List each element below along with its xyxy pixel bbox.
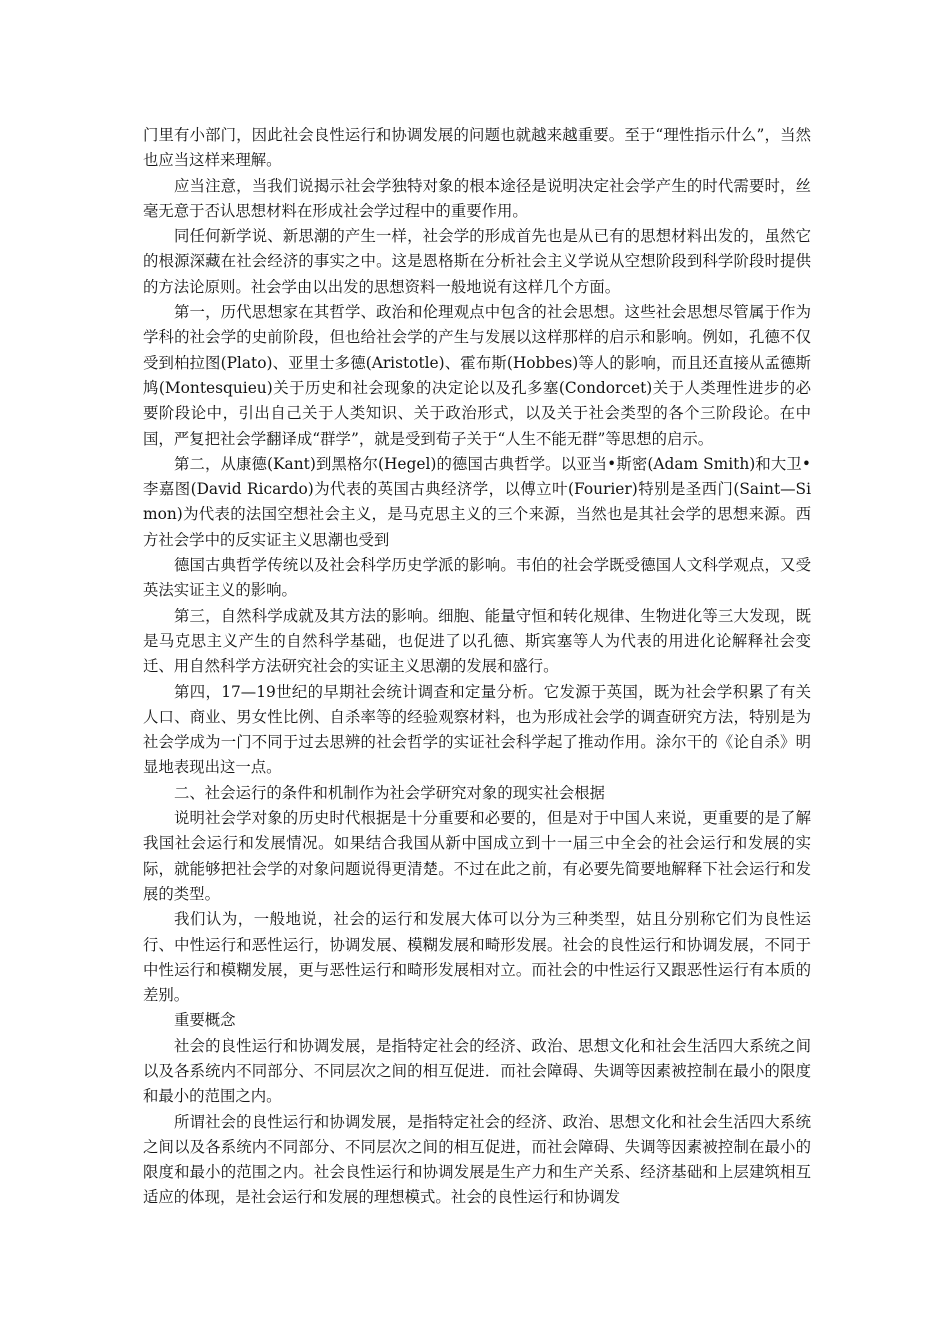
document-body <box>143 123 811 1211</box>
paragraph-three-types: 我们认为，一般地说，社会的运行和发展大体可以分为三种类型，姑且分别称它们为良性运行、中性运行和恶性运行，协调发展、模糊发展和畸形发展。社会的良性运行和协调发展，不同于中性运行和模糊发展，更与恶性运行和畸形发展相对立。而社会的中性运行又跟恶性运行有本质的差别。 <box>143 910 811 1005</box>
paragraph-first-source: 第一，历代思想家在其哲学、政治和伦理观点中包含的社会思想。这些社会思想尽管属于作为学科的社会学的史前阶段，但也给社会学的产生与发展以这样那样的启示和影响。例如，孔德不仅受到柏拉图(Plato)、亚里士多德(Aristotle)、霍布斯(Hobbes)等人的影响，而且还直接从孟德斯鸠(Montesquieu)关于历史和社会现象的决定论以及孔多塞(Condorcet)关于人类理性进步的必要阶段论中，引出自己关于人类知识、关于政治形式，以及关于社会类型的各个三阶段论。在中国，严复把社会学翻译成“群学”，就是受到荀子关于“人生不能无群”等思想的启示。 <box>143 303 811 448</box>
paragraph-concept-explanation: 所谓社会的良性运行和协调发展，是指特定社会的经济、政治、思想文化和社会生活四大系统之间以及各系统内不同部分、不同层次之间的相互促进，而社会障碍、失调等因素被控制在最小的限度和最小的范围之内。社会良性运行和协调发展是生产力和生产关系、经济基础和上层建筑相互适应的体现，是社会运行和发展的理想模式。社会的良性运行和协调发 <box>143 1112 811 1207</box>
paragraph-continuation: 门里有小部门，因此社会良性运行和协调发展的问题也就越来越重要。至于“理性指示什么”，当然也应当这样来理解。 <box>143 126 811 170</box>
paragraph-social-basis: 说明社会学对象的历史时代根据是十分重要和必要的，但是对于中国人来说，更重要的是了解我国社会运行和发展情况。如果结合我国从新中国成立到十一届三中全会的社会运行和发展的实际，就能够把社会学的对象问题说得更清楚。不过在此之前，有必要先简要地解释下社会运行和发展的类型。 <box>143 809 811 903</box>
concept-heading: 重要概念 <box>174 1011 236 1030</box>
paragraph-third-source: 第三，自然科学成就及其方法的影响。细胞、能量守恒和转化规律、生物进化等三大发现，既是马克思主义产生的自然科学基础，也促进了以孔德、斯宾塞等人为代表的用进化论解释社会变迁、用自然科学方法研究社会的实证主义思潮的发展和盛行。 <box>143 606 811 676</box>
section-heading: 二、社会运行的条件和机制作为社会学研究对象的现实社会根据 <box>174 783 605 802</box>
paragraph-fourth-source: 第四，17—19世纪的早期社会统计调查和定量分析。它发源于英国，既为社会学积累了有关人口、商业、男女性比例、自杀率等的经验观察材料，也为形成社会学的调查研究方法，特别是为社会学成为一门不同于过去思辨的社会哲学的实证社会科学起了推动作用。涂尔干的《论自杀》明显地表现出这一点。 <box>143 682 811 777</box>
paragraph-thought-materials-note: 应当注意，当我们说揭示社会学独特对象的根本途径是说明决定社会学产生的时代需要时，丝毫无意于否认思想材料在形成社会学过程中的重要作用。 <box>143 176 811 220</box>
paragraph-second-source: 第二，从康德(Kant)到黑格尔(Hegel)的德国古典哲学。以亚当•斯密(Adam Smith)和大卫•李嘉图(David Ricardo)为代表的英国古典经济学，以傅立叶(Fourier)特别是圣西门(Saint—Simon)为代表的法国空想社会主义，是马克思主义的三个来源，当然也是其社会学的思想来源。西方社会学中的反实证主义思潮也受到 <box>143 454 811 549</box>
paragraph-second-source-cont: 德国古典哲学传统以及社会科学历史学派的影响。韦伯的社会学既受德国人文科学观点，又受英法实证主义的影响。 <box>143 556 811 600</box>
paragraph-origin-of-sociology: 同任何新学说、新思潮的产生一样，社会学的形成首先也是从已有的思想材料出发的，虽然它的根源深藏在社会经济的事实之中。这是恩格斯在分析社会主义学说从空想阶段到科学阶段时提供的方法论原则。社会学由以出发的思想资料一般地说有这样几个方面。 <box>143 227 811 296</box>
paragraph-concept-definition: 社会的良性运行和协调发展，是指特定社会的经济、政治、思想文化和社会生活四大系统之间以及各系统内不同部分、不同层次之间的相互促进．而社会障碍、失调等因素被控制在最小的限度和最小的范围之内。 <box>143 1036 811 1106</box>
